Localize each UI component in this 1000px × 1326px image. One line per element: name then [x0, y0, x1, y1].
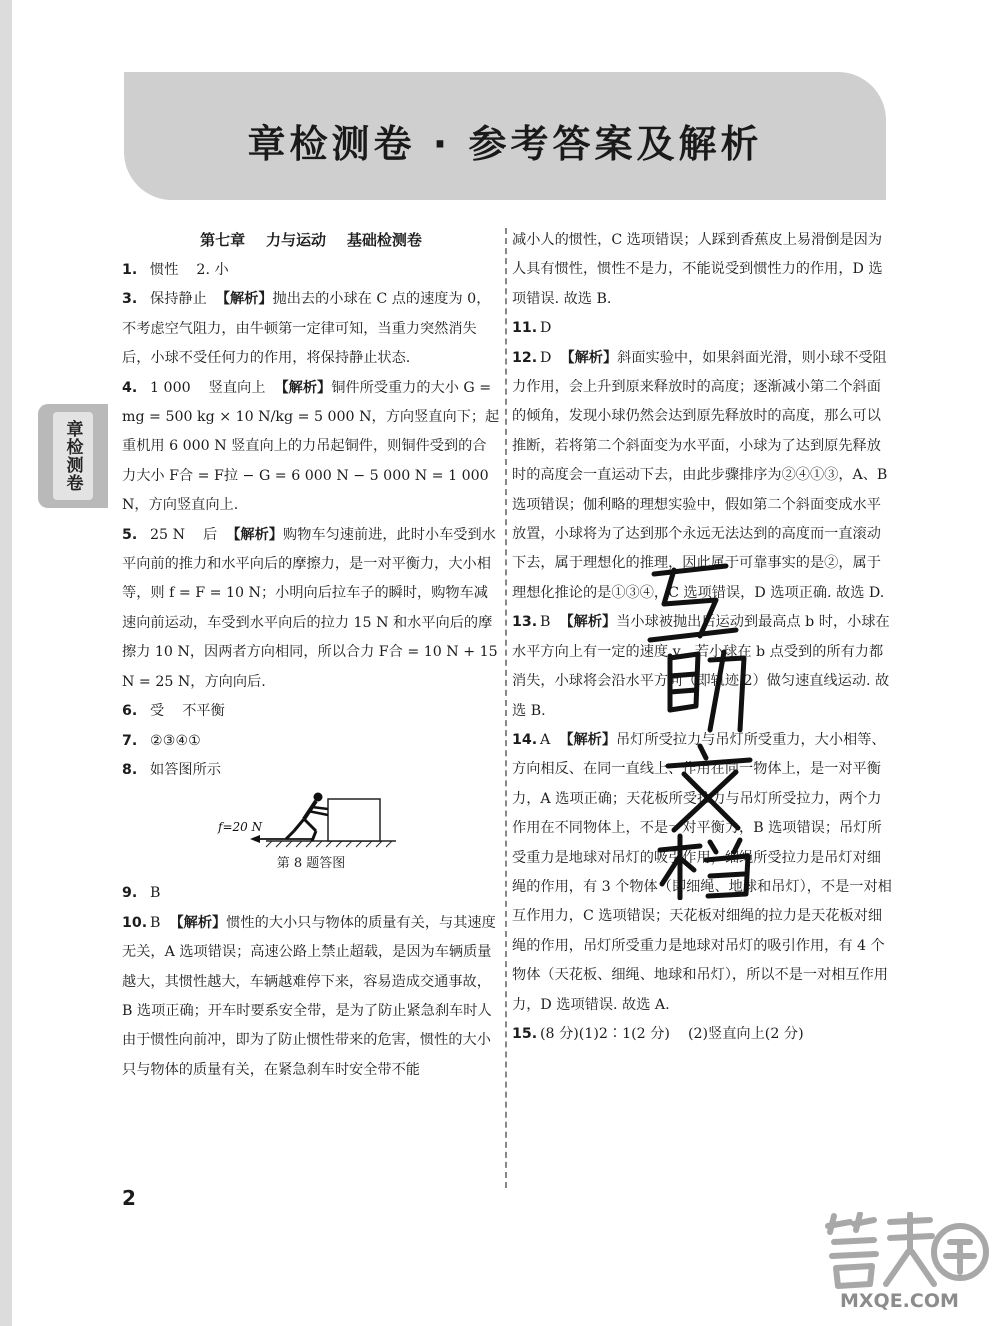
- side-tab-inner: [53, 412, 93, 500]
- answer-item-1: [122, 256, 500, 285]
- item-number: 10.: [122, 914, 148, 931]
- item-number: 15.: [512, 1025, 538, 1042]
- answer-item-4: [122, 374, 500, 521]
- person-figure: [286, 793, 328, 841]
- analysis-label: 【解析】: [215, 291, 273, 308]
- analysis-label: 【解析】: [559, 614, 617, 631]
- item-answer: 1 000 竖直向上: [150, 379, 275, 396]
- item-answer: ②③④①: [150, 732, 201, 749]
- answer-figure-8: [122, 791, 500, 875]
- page-title: 章检测卷 · 参考答案及解析: [247, 121, 763, 166]
- continued-explanation: 减小人的惯性，C 选项错误；人踩到香蕉皮上易滑倒是因为人具有惯性，惯性不是力，不能说受到惯性力的作用，D 选项错误. 故选 B.: [512, 232, 883, 307]
- item-answer: D: [540, 349, 561, 366]
- answer-item-8: [122, 756, 500, 785]
- side-tab-label: 章检测卷: [62, 420, 83, 492]
- page-number: 2: [122, 1186, 136, 1210]
- ground-hatching: [266, 841, 392, 847]
- column-divider: [505, 228, 507, 1188]
- item-number: 6.: [122, 703, 138, 720]
- item-number: 7.: [122, 732, 138, 749]
- analysis-label: 【解析】: [274, 379, 332, 396]
- item-number: 14.: [512, 731, 538, 748]
- left-column: [122, 226, 500, 1085]
- item-explanation: 惯性的大小只与物体的质量有关，与其速度无关，A 选项错误；高速公路上禁止超载，是因为车辆质量越大，其惯性越大，车辆越难停下来，容易造成交通事故，B 选项正确；开车时要系安全带，是为了防止紧急刹车时人由于惯性向前冲，即为了防止惯性带来的危害，惯性的大小只与物体的质量有关，在紧急刹车时安全带不能: [122, 914, 496, 1078]
- item-answer: 保持静止: [150, 291, 216, 308]
- analysis-label: 【解析】: [226, 526, 283, 543]
- item-number: 1.: [122, 262, 138, 278]
- item-number: 12.: [512, 349, 538, 366]
- answer-item-15: [512, 1020, 892, 1049]
- watermark-url: MXQE.COM: [840, 1290, 959, 1312]
- force-label: f=20 N: [218, 820, 263, 835]
- item-explanation: 购物车匀速前进，此时小车受到水平向前的推力和水平向后的摩擦力，是一对平衡力，大小相等，则 f = F = 10 N；小明向后拉车子的瞬时，购物车减速向前运动，车受到水平向后的拉力 15 N 和水平向后的摩擦力 10 N，因两者方向相同，所以合力 F合 = 10 N + 15 N = 25 N，方向向后.: [122, 526, 498, 690]
- item-number: 9.: [122, 885, 138, 902]
- item-number: 5.: [122, 526, 138, 543]
- item-answer: 惯性 2. 小: [150, 262, 229, 278]
- item-answer: B: [150, 885, 161, 902]
- cart-box: [328, 799, 380, 841]
- analysis-label: 【解析】: [559, 731, 617, 748]
- item-number: 11.: [512, 320, 538, 337]
- item-answer: (8 分)(1)2∶1(2 分) (2)竖直向上(2 分): [540, 1025, 804, 1042]
- item-number: 4.: [122, 379, 138, 396]
- header-banner: [124, 72, 886, 200]
- item-answer: 如答图所示: [150, 761, 221, 778]
- side-tab: [38, 404, 108, 508]
- answer-item-5: [122, 521, 500, 697]
- page-edge-shadow: [0, 0, 12, 1326]
- figure-caption: 第 8 题答图: [276, 856, 346, 872]
- item-answer: A: [540, 731, 560, 748]
- section-title: 第七章 力与运动 基础检测卷: [200, 231, 422, 249]
- answer-item-6: [122, 697, 500, 726]
- watermark-logo: [820, 1212, 990, 1292]
- handwritten-stamp: [640, 560, 780, 900]
- analysis-label: 【解析】: [169, 914, 227, 931]
- answer-item-7: [122, 727, 500, 756]
- item-answer: 受 不平衡: [150, 703, 225, 720]
- item-answer: B: [150, 914, 170, 931]
- analysis-label: 【解析】: [560, 349, 618, 366]
- item-number: 8.: [122, 761, 138, 778]
- item-explanation: 抛出去的小球在 C 点的速度为 0，不考虑空气阻力，由牛顿第一定律可知，当重力突然消失后，小球不受任何力的作用，将保持静止状态.: [122, 291, 491, 367]
- answer-item-11: [512, 314, 892, 343]
- item-answer: D: [540, 320, 552, 337]
- item-number: 3.: [122, 291, 138, 308]
- item-answer: 25 N 后: [150, 526, 227, 543]
- item-explanation: 当小球被抛出后运动到最高点 b 时，小球在水平方向上有一定的速度 v，若小球在 b 点受到的所有力都消失，小球将会沿水平方向（即轨迹 2）做匀速直线运动. 故选 B.: [512, 614, 890, 719]
- item-explanation: 吊灯所受拉力与吊灯所受重力，大小相等、方向相反、在同一直线上、作用在同一物体上，是一对平衡力，A 选项正确；天花板所受拉力与吊灯所受拉力，两个力作用在不同物体上，不是一对平衡力，B 选项错误；吊灯所受重力是地球对吊灯的吸引作用，细绳所受拉力是吊灯对细绳的作用，有 3 个物体（即细绳、地球和吊灯），不是一对相互作用力，C 选项错误；天花板对细绳的拉力是天花板对细绳的作用，吊灯所受重力是地球对吊灯的吸引作用，有 4 个物体（天花板、细绳、地球和吊灯），所以不是一对相互作用力，D 选项错误. 故选 A.: [512, 731, 892, 1013]
- item-explanation: 铜件所受重力的大小 G = mg = 500 kg × 10 N/kg = 5 000 N，方向竖直向下；起重机用 6 000 N 竖直向上的力吊起铜件，则铜件受到的合力大小 F合 = F拉 − G = 6 000 N − 5 000 N = 1 000 N，方向竖直向上.: [122, 379, 500, 514]
- answer-item-10: [122, 909, 500, 1085]
- item-answer: B: [540, 614, 560, 631]
- item-number: 13.: [512, 614, 538, 631]
- answer-item-3: [122, 285, 500, 373]
- arrow-head: [250, 835, 260, 843]
- answer-item-9: [122, 879, 500, 908]
- force-diagram: [216, 791, 406, 853]
- item-explanation: 斜面实验中，如果斜面光滑，则小球不受阻力作用，会上升到原来释放时的高度；逐渐减小第二个斜面的倾角，发现小球仍然会达到原先释放时的高度，那么可以推断，若将第二个斜面变为水平面，小球为了达到原先释放时的高度会一直运动下去，由此步骤排序为②④①③，A、B 选项错误；伽利略的理想实验中，假如第二个斜面变成水平放置，小球将为了达到那个永远无法达到的高度而一直滚动下去，属于理想化的推理，因此属于可靠事实的是②，属于理想化推论的是①③④，C 选项错误，D 选项正确. 故选 D.: [512, 349, 888, 601]
